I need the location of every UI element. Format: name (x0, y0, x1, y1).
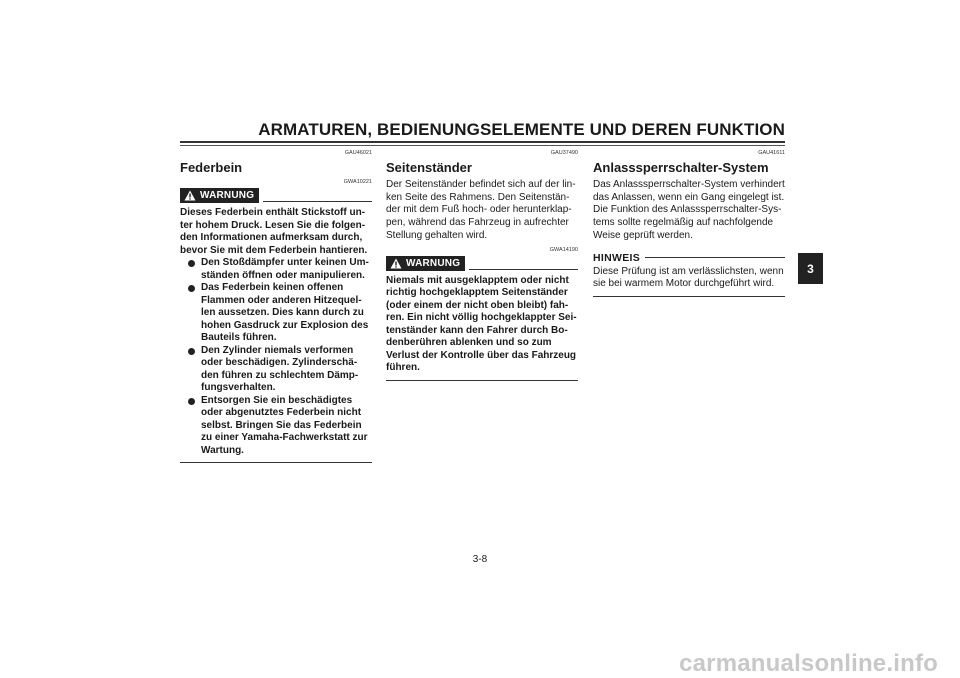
warning-end-rule (386, 380, 578, 381)
warning-header (180, 188, 372, 203)
warning-code: GWA10221 (343, 179, 372, 185)
warning-bullet-text: Den Zylinder niemals verformen oder beschädigen. Zylinderschä-den führen zu schlechtem Dämp-fungsverhalten. (201, 344, 359, 393)
section-federbein (180, 150, 372, 463)
warning-bullet-text: Den Stoßdämpfer unter keinen Um-ständen öffnen oder manipulieren. (201, 257, 369, 281)
bullet-icon (188, 348, 195, 355)
bullet-icon (188, 260, 195, 267)
warning-bullet-text: Das Federbein keinen offenen Flammen oder anderen Hitzequel-len aussetzen. Dies kann durch zu hohen Gasdruck zur Explosion des Bauteils führen. (201, 282, 369, 343)
bullet-icon (188, 285, 195, 292)
note-rule (645, 257, 785, 258)
warning-bullet (180, 345, 372, 395)
section-body: Das Anlasssperrschalter-System verhindert das Anlassen, wenn ein Gang eingelegt ist. Die Funktion des Anlasssperrschalter-Sys-tems sollte regelmäßig auf nachfolgende Weise geprüft werden. (593, 179, 785, 241)
warning-badge (180, 188, 259, 203)
warning-text: Niemals mit ausgeklapptem oder nicht richtig hochgeklapptem Seitenständer (oder einem der nicht oben bleibt) fah-ren. Ein nicht völlig hochgeklappter Sei-tenständer kann den Fahrer durch Bo-denberühren ablenken und so zum Verlust der Kontrolle über das Fahrzeug führen. (386, 274, 577, 374)
chapter-tab: 3 (798, 253, 823, 284)
section-code: GAU46021 (344, 150, 372, 156)
note-header (593, 252, 785, 264)
section-seitenstaender (386, 150, 578, 381)
warning-intro: Dieses Federbein enthält Stickstoff un-ter hohem Druck. Lesen Sie die folgen-den Informationen aufmerksam durch, bevor Sie mit dem Federbein hantieren. (180, 207, 368, 256)
warning-bullet (180, 282, 372, 345)
warning-badge (386, 256, 465, 271)
warning-code: GWA14190 (549, 246, 578, 253)
warning-rule (263, 201, 372, 202)
note-end-rule (593, 296, 785, 297)
section-code: GAU37490 (550, 150, 578, 156)
header-rule (180, 141, 785, 143)
warning-label: WARNUNG (406, 257, 461, 269)
warning-bullet-text: Entsorgen Sie ein beschädigtes oder abgenutztes Federbein nicht selbst. Bringen Sie das Federbein zu einer Yamaha-Fachwerkstatt zur Wartung. (201, 394, 368, 456)
note-label: HINWEIS (593, 251, 641, 264)
section-heading: Anlasssperrschalter-System (593, 160, 769, 175)
section-heading: Seitenständer (386, 160, 472, 175)
warning-bullet (180, 257, 372, 282)
warning-bullet (180, 395, 372, 458)
note-text: Diese Prüfung ist am verlässlichsten, wenn sie bei warmem Motor durchgeführt wird. (593, 265, 784, 290)
section-body: Der Seitenständer befindet sich auf der lin-ken Seite des Rahmens. Den Seitenstän-der mit dem Fuß hoch- oder herunterklap-pen, während das Fahrzeug in aufrechter Stellung gehalten wird. (386, 179, 576, 241)
warning-end-rule (180, 462, 372, 463)
warning-rule (469, 269, 578, 270)
page-header-title: ARMATUREN, BEDIENUNGSELEMENTE UND DEREN FUNKTION (258, 120, 785, 139)
bullet-icon (188, 398, 195, 405)
warning-header (386, 256, 578, 271)
section-code: GAU41611 (758, 150, 785, 156)
section-anlasssperrschalter (593, 150, 785, 297)
section-heading: Federbein (180, 160, 243, 175)
warning-bullet-list (180, 257, 372, 457)
watermark: carmanualsonline.info (679, 650, 938, 677)
warning-label: WARNUNG (200, 190, 255, 201)
warning-triangle-icon (390, 258, 402, 269)
warning-triangle-icon (184, 190, 196, 201)
page-number: 3-8 (472, 554, 488, 565)
header-rule-secondary (180, 145, 785, 146)
